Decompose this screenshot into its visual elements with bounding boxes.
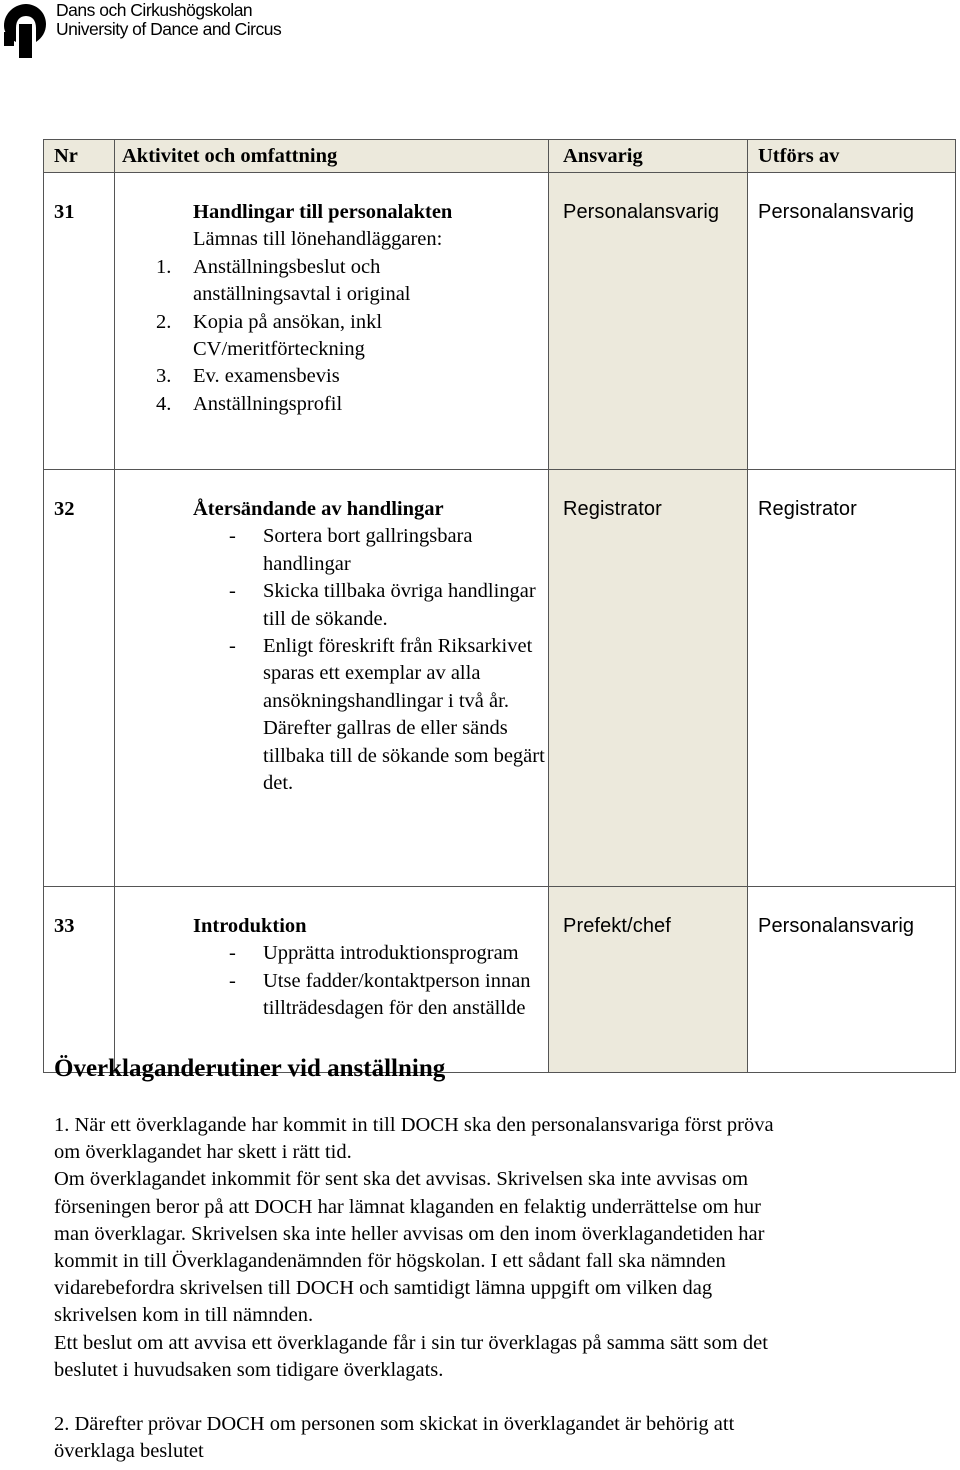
ansvarig-cell: Prefekt/chef — [549, 887, 748, 1073]
list-item: 4. Anställningsprofil — [156, 392, 343, 415]
header-ansvarig: Ansvarig — [549, 140, 748, 173]
header-aktivitet: Aktivitet och omfattning — [115, 140, 549, 173]
list-item: - Skicka tillbaka övriga handlingar till de sökande. — [229, 580, 536, 630]
logo-line-2: University of Dance and Circus — [56, 19, 282, 39]
row-number: 33 — [44, 887, 115, 1073]
appeal-section — [54, 1052, 934, 1465]
header-nr: Nr — [44, 140, 115, 173]
activity-cell — [115, 887, 549, 1073]
ansvarig-cell: Personalansvarig — [549, 173, 748, 470]
table-header-row — [44, 140, 956, 173]
utfors-av-cell: Personalansvarig — [748, 887, 956, 1073]
list-item: - Enligt föreskrift från Riksarkivet sparas ett exemplar av alla ansökningshandlingar i två år. Därefter gallras de eller sänds tillbaka till de sökande som begärt det. — [229, 635, 545, 795]
activity-title: Handlingar till personalakten — [193, 201, 453, 223]
table-row — [44, 887, 956, 1073]
paragraph-1: 1. När ett överklagande har kommit in till DOCH ska den personalansvariga först pröva om överklagandet har skett i rätt tid. Om överklagandet inkommit för sent ska det avvisas. Skrivelsen ska inte avvisas om förseningen beror på att DOCH har lämnat klaganden en felaktig underrättelse om hur man överklagar. Skrivelsen ska inte heller avvisas om den inom överklagandetiden har kommit in till Överklagandenämnden för högskolan. I ett sådant fall ska nämnden vidarebefordra skrivelsen till DOCH och samtidigt lämna uppgift om vilken dag skrivelsen kom in till nämnden. Ett beslut om att avvisa ett överklagande får i sin tur överklagas på samma sätt som det beslutet i huvudsaken som tidigare överklagats. — [54, 1114, 774, 1381]
row-number: 31 — [44, 173, 115, 470]
utfors-av-cell: Personalansvarig — [748, 173, 956, 470]
list-item: - Upprätta introduktionsprogram — [229, 942, 519, 965]
list-item: 1. Anställningsbeslut och anställningsavtal i original — [156, 255, 411, 306]
list-item: 2. Kopia på ansökan, inkl CV/meritförteckning — [156, 310, 383, 361]
list-item: - Utse fadder/kontaktperson innan tillträdesdagen för den anställde — [229, 969, 531, 1020]
activity-title: Återsändande av handlingar — [193, 498, 444, 520]
list-item: - Sortera bort gallringsbara handlingar — [229, 525, 473, 575]
activity-intro: Lämnas till lönehandläggaren: — [193, 228, 443, 251]
ansvarig-cell: Registrator — [549, 470, 748, 887]
paragraph-2: 2. Därefter prövar DOCH om personen som skickat in överklagandet är behörig att överklaga beslutet — [54, 1413, 735, 1463]
table-row — [44, 173, 956, 470]
activity-cell — [115, 173, 549, 470]
activity-title: Introduktion — [193, 915, 307, 937]
list-item: 3. Ev. examensbevis — [156, 365, 340, 388]
row-number: 32 — [44, 470, 115, 887]
logo-line-1: Dans och Cirkushögskolan — [56, 0, 253, 20]
activity-cell — [115, 470, 549, 887]
activity-table — [43, 139, 956, 1073]
section-heading: Överklaganderutiner vid anställning — [54, 1055, 446, 1082]
utfors-av-cell: Registrator — [748, 470, 956, 887]
logo — [2, 0, 322, 60]
header-utfors-av: Utförs av — [748, 140, 956, 173]
circus-logo-icon — [2, 2, 48, 58]
table-row — [44, 470, 956, 887]
logo-text — [56, 1, 281, 39]
